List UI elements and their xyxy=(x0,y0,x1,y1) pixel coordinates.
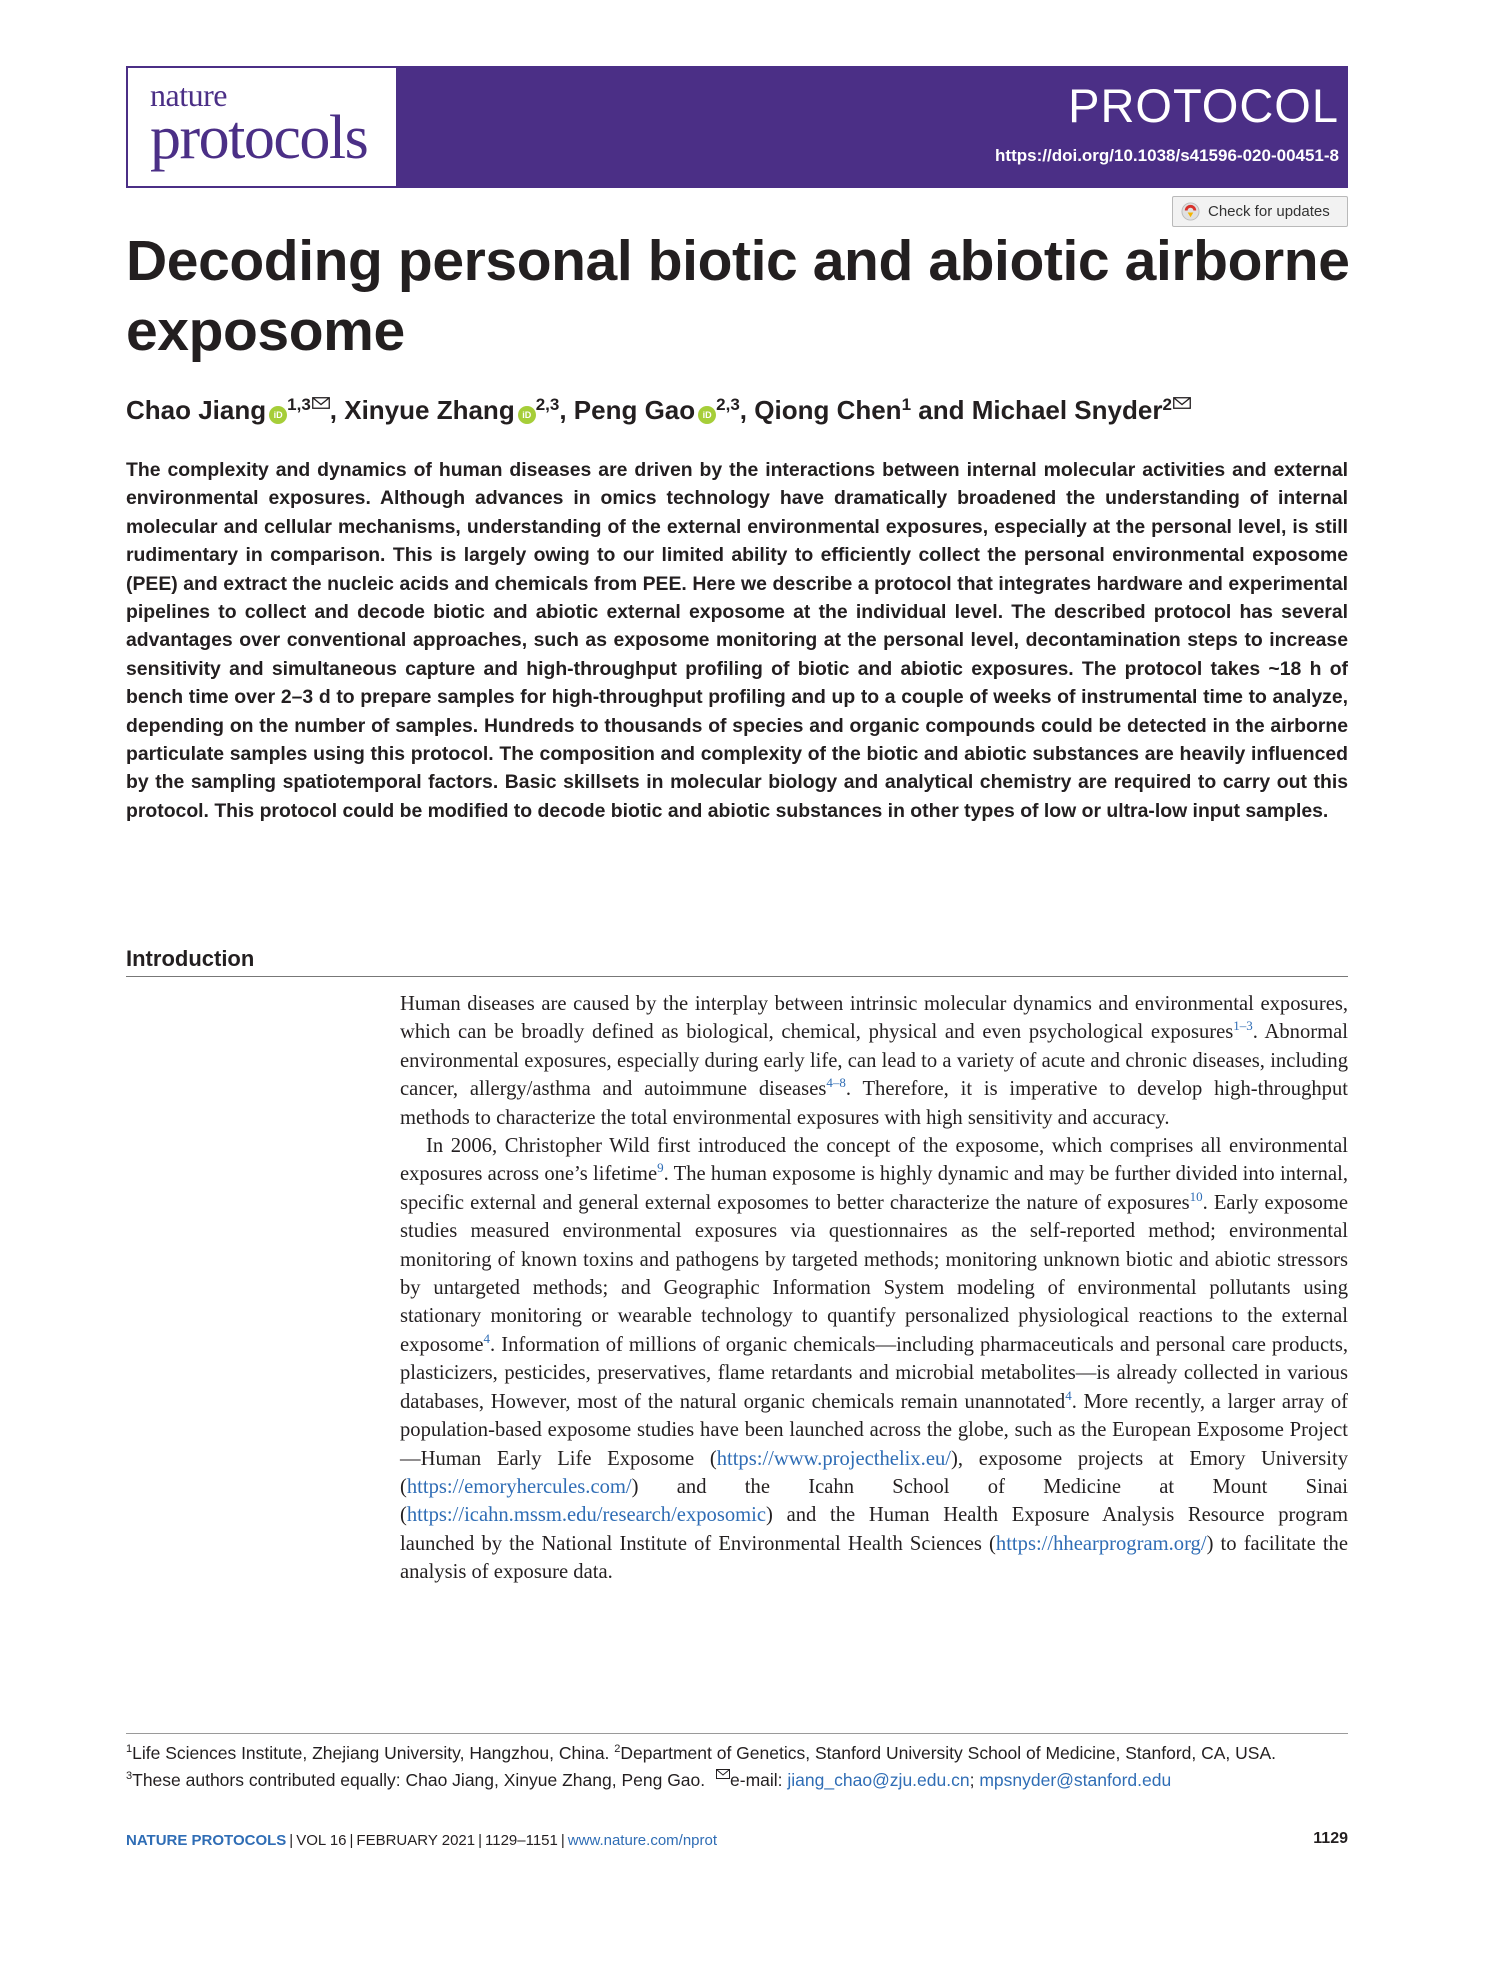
author-affiliation: 1 xyxy=(901,395,912,414)
citation-reference[interactable]: 4 xyxy=(483,1330,491,1346)
footer-journal: NATURE PROTOCOLS xyxy=(126,1832,287,1849)
body-text-run: . Early exposome studies measured environmental exposures via questionnaires as the self-reported method; environmental monitoring of known toxins and pathogens by targeted methods; monitoring unknown biotic and abiotic stressors by untargeted methods; and Geographic Information System modeling of environmental pollutants using stationary monitoring or wearable technology to quantify personalized physiological reactions to the external exposome xyxy=(400,1191,1348,1356)
check-for-updates-button[interactable] xyxy=(1172,196,1348,227)
citation-reference[interactable]: 9 xyxy=(657,1160,664,1176)
author-name[interactable]: Peng Gao xyxy=(573,395,696,425)
author-separator: , xyxy=(329,395,345,425)
doi-link[interactable]: https://doi.org/10.1038/s41596-020-00451-8 xyxy=(995,146,1339,165)
author-separator: , xyxy=(739,395,755,425)
contribution-line xyxy=(126,1767,1366,1794)
citation-reference[interactable]: 4 xyxy=(1065,1387,1072,1403)
footnotes xyxy=(126,1740,1366,1794)
body-text-run: ) to facilitate the analysis of exposure data. xyxy=(400,1532,1348,1584)
body-text-run: ) and the Human Health Exposure Analysis Resource program launched by the National Institute of Environmental Health Sciences ( xyxy=(400,1504,1348,1555)
citation-reference[interactable]: 1–3 xyxy=(1233,1018,1253,1034)
email-separator: ; xyxy=(969,1770,980,1790)
intro-paragraph xyxy=(400,990,1348,1132)
author-name[interactable]: Xinyue Zhang xyxy=(344,395,515,425)
body-text-run: . Information of millions of organic chemicals—including pharmaceuticals and personal care products, plasticizers, pesticides, preservatives, flame retardants and microbial metabolites—is already collected in various databases, However, most of the natural organic chemicals remain unannotated xyxy=(400,1333,1348,1413)
author-affiliation: 2,3 xyxy=(535,395,560,414)
body-text-run: In 2006, Christopher Wild first introduced the concept of the exposome, which comprises all environmental exposures across one’s lifetime xyxy=(400,1135,1348,1186)
affil-marker: 2 xyxy=(614,1743,621,1755)
orcid-icon[interactable]: iD xyxy=(518,406,536,424)
introduction-body xyxy=(400,990,1348,1587)
email-link-jiang[interactable]: jiang_chao@zju.edu.cn xyxy=(787,1770,970,1790)
affil-marker: 3 xyxy=(126,1770,133,1782)
affiliation-2: Department of Genetics, Stanford University School of Medicine, Stanford, CA, USA. xyxy=(620,1743,1276,1763)
affil-marker: 1 xyxy=(126,1743,133,1755)
page-footer: NATURE PROTOCOLS | VOL 16 | FEBRUARY 2021 | 1129–1151 | www.nature.com/nprot xyxy=(126,1832,718,1849)
body-text-run: . More recently, a larger array of population-based exposome studies have been launched across the globe, such as the European Exposome Project—Human Early Life Exposome ( xyxy=(400,1390,1348,1470)
author-separator: , xyxy=(559,395,574,425)
author-name[interactable]: Michael Snyder xyxy=(971,395,1163,425)
affiliation-1: Life Sciences Institute, Zhejiang University, Hangzhou, China. xyxy=(132,1743,610,1763)
citation-reference[interactable]: 4–8 xyxy=(826,1075,846,1091)
equal-contribution-note: These authors contributed equally: Chao Jiang, Xinyue Zhang, Peng Gao. xyxy=(132,1770,706,1790)
intro-paragraph xyxy=(400,1132,1348,1587)
author-list xyxy=(126,392,1191,428)
author-affiliation: 2,3 xyxy=(716,395,740,414)
author-affiliation: 1,3 xyxy=(287,395,311,414)
journal-logo[interactable] xyxy=(128,68,396,186)
author-name[interactable]: Qiong Chen xyxy=(754,395,902,425)
footer-journal-url[interactable]: www.nature.com/nprot xyxy=(567,1832,718,1849)
email-link-snyder[interactable]: mpsnyder@stanford.edu xyxy=(979,1770,1172,1790)
body-text-run: ) and the Icahn School of Medicine at Mount Sinai ( xyxy=(400,1475,1348,1527)
logo-nature-text: nature xyxy=(150,77,227,113)
footnote-divider xyxy=(126,1733,1348,1734)
body-text-run: . Therefore, it is imperative to develop high-throughput methods to characterize the total environmental exposures with high sensitivity and accuracy. xyxy=(400,1078,1348,1129)
envelope-icon[interactable] xyxy=(312,397,330,409)
citation-reference[interactable]: 10 xyxy=(1189,1188,1203,1204)
section-heading-introduction: Introduction xyxy=(126,946,255,971)
envelope-icon[interactable] xyxy=(1173,397,1191,409)
body-text-run: . Abnormal environmental exposures, especially during early life, can lead to a variety of acute and chronic diseases, including cancer, allergy/asthma and autoimmune diseases xyxy=(400,1021,1348,1101)
abstract: The complexity and dynamics of human diseases are driven by the interactions between internal molecular activities and external environmental exposures. Although advances in omics technology have dramatically broadened the understanding of internal molecular and cellular mechanisms, understanding of the external environmental exposures, especially at the personal level, is still rudimentary in comparison. This is largely owing to our limited ability to efficiently collect the personal environmental exposome (PEE) and extract the nucleic acids and chemicals from PEE. Here we describe a protocol that integrates hardware and experimental pipelines to collect and decode biotic and abiotic external exposome at the individual level. The described protocol has several advantages over conventional approaches, such as exposome monitoring at the personal level, decontamination steps to increase sensitivity and simultaneous capture and high-throughput profiling of biotic and abiotic exposures. The protocol takes ~18 h of bench time over 2–3 d to prepare samples for high-throughput profiling and up to a couple of weeks of instrumental time to analyze, depending on the number of samples. Hundreds to thousands of species and organic compounds could be detected in the airborne particulate samples using this protocol. The composition and complexity of the biotic and abiotic substances are heavily influenced by the sampling spatiotemporal factors. Basic skillsets in molecular biology and analytical chemistry are required to carry out this protocol. This protocol could be modified to decode biotic and abiotic substances in other types of low or ultra-low input samples. xyxy=(126,459,1348,822)
external-link[interactable]: https://www.projecthelix.eu/ xyxy=(716,1447,951,1470)
logo-protocols-text: protocols xyxy=(150,104,368,172)
affiliation-line xyxy=(126,1740,1366,1767)
email-label: e-mail: xyxy=(730,1770,788,1790)
body-text-run: ), exposome projects at Emory University ( xyxy=(400,1447,1349,1498)
body-text-run: Human diseases are caused by the interplay between intrinsic molecular dynamics and environmental exposures, which can be broadly defined as biological, chemical, physical and even psychological exposures xyxy=(400,993,1348,1044)
orcid-icon[interactable]: iD xyxy=(269,406,287,424)
author-affiliation: 2 xyxy=(1162,395,1172,414)
orcid-icon[interactable]: iD xyxy=(698,406,716,424)
footer-pages: 1129–1151 xyxy=(485,1832,558,1849)
article-type-label: PROTOCOL xyxy=(1068,79,1339,132)
section-divider xyxy=(126,976,1348,977)
check-updates-label: Check for updates xyxy=(1208,203,1330,220)
author-separator: and xyxy=(911,395,972,425)
author-name[interactable]: Chao Jiang xyxy=(126,395,267,425)
footer-date: FEBRUARY 2021 xyxy=(356,1832,476,1849)
article-title: Decoding personal biotic and abiotic airborne exposome xyxy=(126,229,1350,363)
external-link[interactable]: https://emoryhercules.com/ xyxy=(406,1475,632,1498)
external-link[interactable]: https://icahn.mssm.edu/research/exposomic xyxy=(406,1504,767,1527)
footer-volume: VOL 16 xyxy=(296,1832,347,1849)
check-updates-icon xyxy=(1181,202,1200,221)
envelope-icon xyxy=(716,1769,730,1779)
body-text-run: . The human exposome is highly dynamic and may be further divided into internal, specific external and general external exposomes to better characterize the nature of exposures xyxy=(400,1163,1348,1214)
external-link[interactable]: https://hhearprogram.org/ xyxy=(995,1532,1207,1555)
page-number: 1129 xyxy=(1313,1830,1348,1847)
